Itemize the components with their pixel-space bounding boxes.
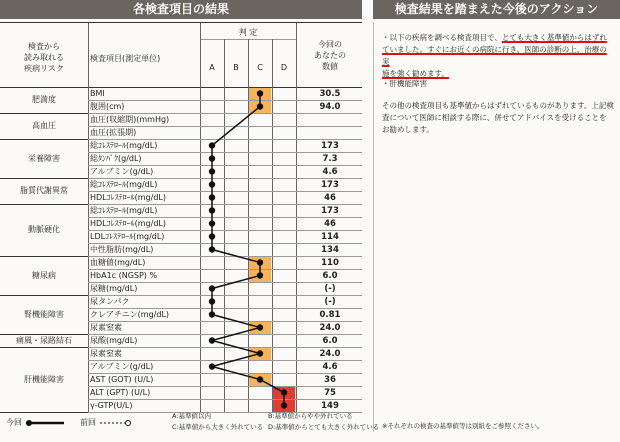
legend-previous-line [98,418,134,428]
table-row-value: 173 [321,140,339,151]
table-row-item: 尿酸(mg/dL) [90,335,138,345]
risk-group-label: 動脈硬化 [28,225,60,234]
grade-point [209,168,215,174]
grade-point [209,298,215,304]
table-row-value: 94.0 [319,101,341,112]
grade-point [209,337,215,343]
grade-point [209,181,215,187]
table-row-item: 血糖値(mg/dL) [90,257,146,267]
grade-point [257,90,263,96]
risk-group-label: 肝機能障害 [24,374,64,384]
grade-point [209,142,215,148]
table-row-item: 血圧(収縮期)(mmHg) [90,114,170,124]
footnote: ※それぞれの検査の基準値等は別紙をご参照ください。 [382,422,544,430]
table-row-value: 149 [321,400,339,411]
table-row-value: 173 [321,179,339,190]
table-row-item: 総ﾀﾝﾊﾟｸ(g/dL) [90,153,142,163]
table-row-item: アルブミン(g/dL) [90,166,154,176]
table-row-value: 4.6 [322,361,338,372]
risk-group-label: 腎機能障害 [24,309,64,319]
grade-point [257,103,263,109]
table-row-value: (-) [324,283,336,294]
risk-group-label: 痛風・尿路結石 [16,335,72,345]
table-row-item: 総ｺﾚｽﾃﾛｰﾙ(mg/dL) [90,179,158,189]
grade-point [209,194,215,200]
risk-column-header: 検査から 読み取れる 疾病リスク [24,42,64,73]
table-row-value: 0.81 [319,309,341,320]
risk-group-label: 脂質代謝異常 [20,186,68,195]
table-row-item: LDLｺﾚｽﾃﾛｰﾙ(mg/dL) [90,231,165,241]
advice-paragraph: その他の検査項目も基準値からはずれているものがあります。上記検査について医師に相談する際に、併せてアドバイスを受けることをお勧めします。 [382,101,614,134]
legend-a: A:基準値以内 [172,412,212,420]
grade-point [209,285,215,291]
table-row-item: クレアチニン(mg/dL) [90,309,170,319]
table-row-value: 7.3 [322,153,338,164]
table-row-item: γ-GTP(U/L) [90,400,133,410]
table-row-item: アルブミン(g/dL) [90,361,154,371]
table-row-item: 総ｺﾚｽﾃﾛｰﾙ(mg/dL) [90,205,158,215]
judgement-header: 判 定 [238,28,258,37]
table-row-value: 46 [324,192,336,203]
table-row-item: 総ｺﾚｽﾃﾛｰﾙ(mg/dL) [90,140,158,150]
grade-point [209,311,215,317]
table-row-value: 6.0 [322,270,338,281]
table-row-item: 尿糖(mg/dL) [90,283,138,293]
table-row-item: 尿素窒素 [90,322,122,332]
table-row-value: 110 [321,257,339,268]
legend-previous-label: 前回 [80,418,96,427]
grade-a-header: A [209,63,215,72]
table-row-item: HbA1c (NGSP) % [90,270,158,280]
risk-group-label: 肥満度 [32,95,56,104]
grade-point [281,389,287,395]
grade-point [257,259,263,265]
grade-line-plot [0,23,362,413]
table-row-item: 尿タンパク [90,296,130,306]
grade-point [209,233,215,239]
grade-point [257,350,263,356]
table-row-item: ALT (GPT) (U/L) [90,387,151,397]
legend-current-line [24,418,68,428]
table-row-value: 36 [324,374,336,385]
right-panel-title: 検査結果を踏まえた今後のアクション [373,0,620,19]
table-row-value: 24.0 [319,322,341,333]
action-text-emphasis-1: とても大きく基準値からはずれ [501,33,607,42]
grade-b-header: B [233,63,239,72]
value-column-header: 今回の あなたの 数値 [314,40,346,71]
table-row-value: 75 [324,387,336,398]
table-row-value: 6.0 [322,335,338,346]
grade-d-header: D [280,63,288,72]
table-row-value: 24.0 [319,348,341,359]
grade-point [257,272,263,278]
legend [0,412,380,442]
grade-point [257,376,263,382]
risk-group-label: 栄養障害 [28,153,60,163]
action-paragraph [382,32,614,80]
table-row-value: 30.5 [319,88,341,99]
action-text-emphasis-2: ていました。すぐにお近くの病院に行き、医師の診断の上、治療の実 [382,45,607,66]
legend-c: C:基準値から大きく外れている [172,423,264,431]
grade-trend-line [212,94,284,406]
action-text-prefix: ・以下の疾病を調べる検査項目で、 [382,33,502,42]
legend-d: D:基準値からとても大きく外れている [268,423,380,431]
table-row-item: 腹囲(cm) [90,101,125,111]
table-row-item: AST (GOT) (U/L) [90,374,154,384]
grade-point [257,324,263,330]
table-row-value: 4.6 [322,166,338,177]
grade-point [209,246,215,252]
table-row-item: HDLｺﾚｽﾃﾛｰﾙ(mg/dL) [90,192,166,202]
table-row-value: 134 [321,244,339,255]
table-row-item: 中性脂肪(mg/dL) [90,244,154,254]
grade-c-header: C [257,63,263,72]
table-row-value: 114 [321,231,339,242]
table-row-value: (-) [324,296,336,307]
results-table [0,22,362,413]
table-row-value: 46 [324,218,336,229]
grade-point [209,220,215,226]
grade-point [209,363,215,369]
table-row-item: 尿素窒素 [90,348,122,358]
action-text-emphasis-3: 施を強く勧めます。 [382,69,449,78]
grade-point [209,207,215,213]
item-column-header: 検査項目(測定単位) [90,54,161,63]
action-panel [373,22,620,432]
table-row-item: 血圧(拡張期) [90,127,137,137]
risk-group-label: 高血圧 [32,121,56,130]
legend-b: B:基準値からやや外れている [268,412,353,420]
table-row-item: HDLｺﾚｽﾃﾛｰﾙ(mg/dL) [90,218,166,228]
legend-current-label: 今回 [6,418,22,427]
left-panel-title: 各検査項目の結果 [0,0,362,19]
disease-item: ・肝機能障害 [382,79,427,88]
grade-point [209,155,215,161]
risk-group-label: 糖尿病 [32,270,56,280]
table-row-value: 173 [321,205,339,216]
grade-point [281,402,287,408]
table-row-item: BMI [90,88,105,98]
